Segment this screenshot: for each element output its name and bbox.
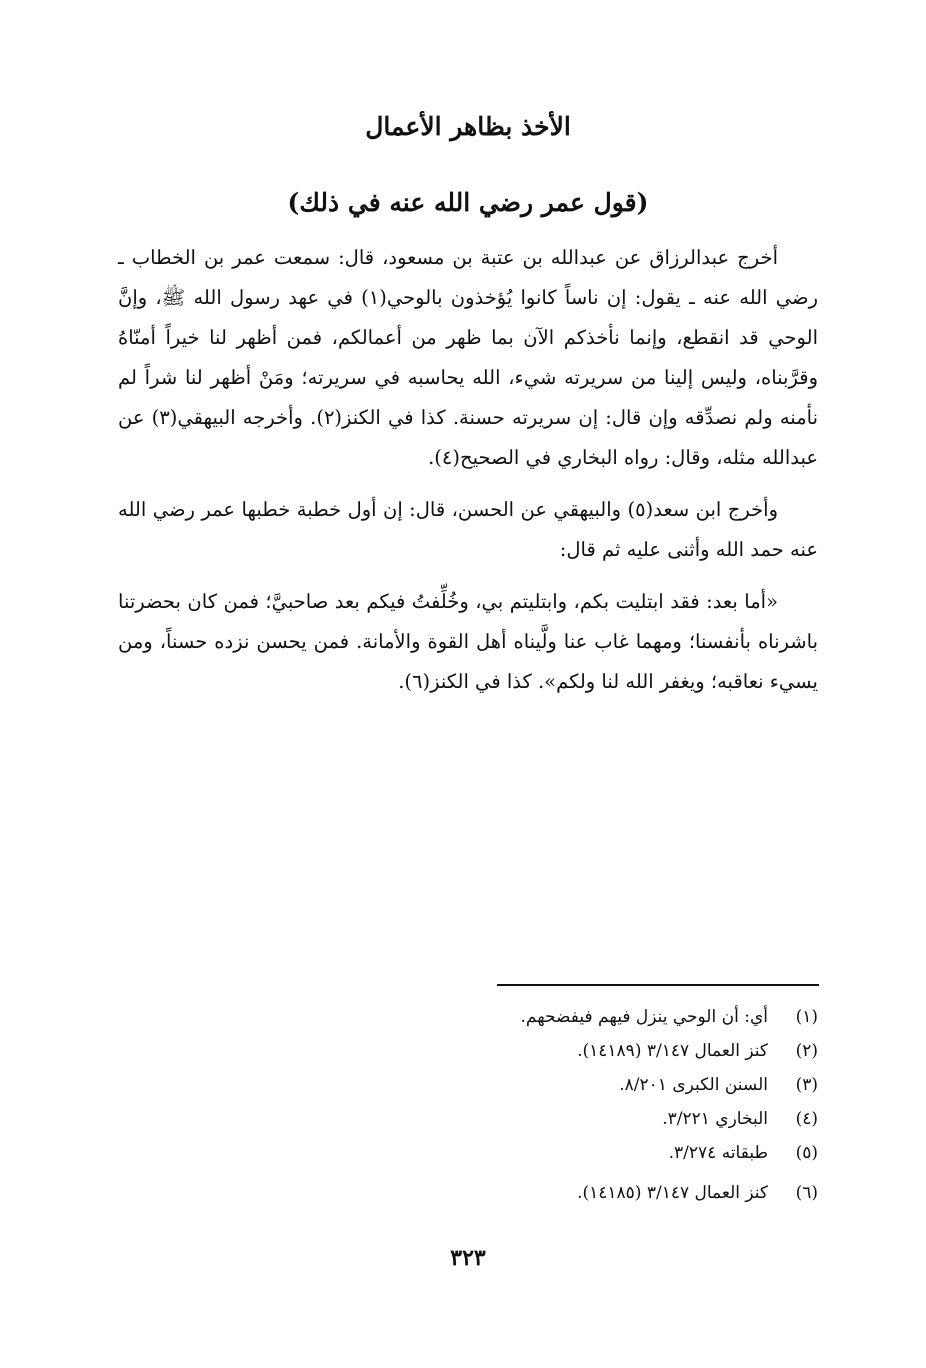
footnote-number: (٢)	[795, 1041, 818, 1061]
footnotes-list	[118, 1000, 818, 1210]
footnote-text: البخاري ٣/٢٢١.	[662, 1109, 768, 1129]
footnote-number: (٤)	[795, 1109, 818, 1129]
footnote-4	[118, 1102, 818, 1136]
footnote-5	[118, 1136, 818, 1170]
footnote-text: السنن الكبرى ٨/٢٠١.	[619, 1075, 768, 1095]
footnote-3	[118, 1068, 818, 1102]
page-number: ٣٢٣	[450, 1245, 486, 1271]
paragraph-3: «أما بعد: فقد ابتليت بكم، وابتليتم بي، وخُلِّفتُ فيكم بعد صاحبيَّ؛ فمن كان بحضرتنا باشرناه بأنفسنا؛ ومهما غاب عنا ولَّيناه أهل القوة والأمانة. فمن يحسن نزده حسناً، ومن يسيء نعاقبه؛ ويغفر الله لنا ولكم». كذا في الكنز(٦).	[118, 590, 818, 693]
page-title: الأخذ بظاهر الأعمال	[365, 112, 571, 141]
footnote-2	[118, 1034, 818, 1068]
footnote-1	[118, 1000, 818, 1034]
footnote-6	[118, 1176, 818, 1210]
footnote-text: كنز العمال ٣/١٤٧ (١٤١٨٥).	[577, 1183, 768, 1203]
section-subtitle: (قول عمر رضي الله عنه في ذلك)	[287, 188, 649, 217]
footnote-number: (٦)	[795, 1183, 818, 1203]
footnote-text: كنز العمال ٣/١٤٧ (١٤١٨٩).	[577, 1041, 768, 1061]
body-text	[118, 238, 818, 714]
paragraph-1: أخرج عبدالرزاق عن عبدالله بن عتبة بن مسعود، قال: سمعت عمر بن الخطاب ـ رضي الله عنه ـ يقول: إن ناساً كانوا يُؤخذون بالوحي(١) في عهد رسول الله ﷺ، وإنَّ الوحي قد انقطع، وإنما نأخذكم الآن بما ظهر من أعمالكم، فمن أظهر لنا خيراً أمنّاهُ وقرَّبناه، وليس إلينا من سريرته شيء، الله يحاسبه في سريرته؛ ومَنْ أظهر لنا شراً لم نأمنه ولم نصدِّقه وإن قال: إن سريرته حسنة. كذا في الكنز(٢). وأخرجه البيهقي(٣) عن عبدالله مثله، وقال: رواه البخاري في الصحيح(٤).	[118, 246, 819, 469]
footnote-number: (٥)	[795, 1143, 818, 1163]
footnote-number: (١)	[795, 1007, 818, 1027]
footnote-number: (٣)	[795, 1075, 818, 1095]
footnote-divider	[497, 984, 819, 986]
footnote-text: طبقاته ٣/٢٧٤.	[668, 1143, 768, 1163]
footnote-text: أي: أن الوحي ينزل فيهم فيفضحهم.	[520, 1007, 768, 1027]
paragraph-2: وأخرج ابن سعد(٥) والبيهقي عن الحسن، قال: إن أول خطبة خطبها عمر رضي الله عنه حمد الله وأثنى عليه ثم قال:	[118, 498, 818, 561]
